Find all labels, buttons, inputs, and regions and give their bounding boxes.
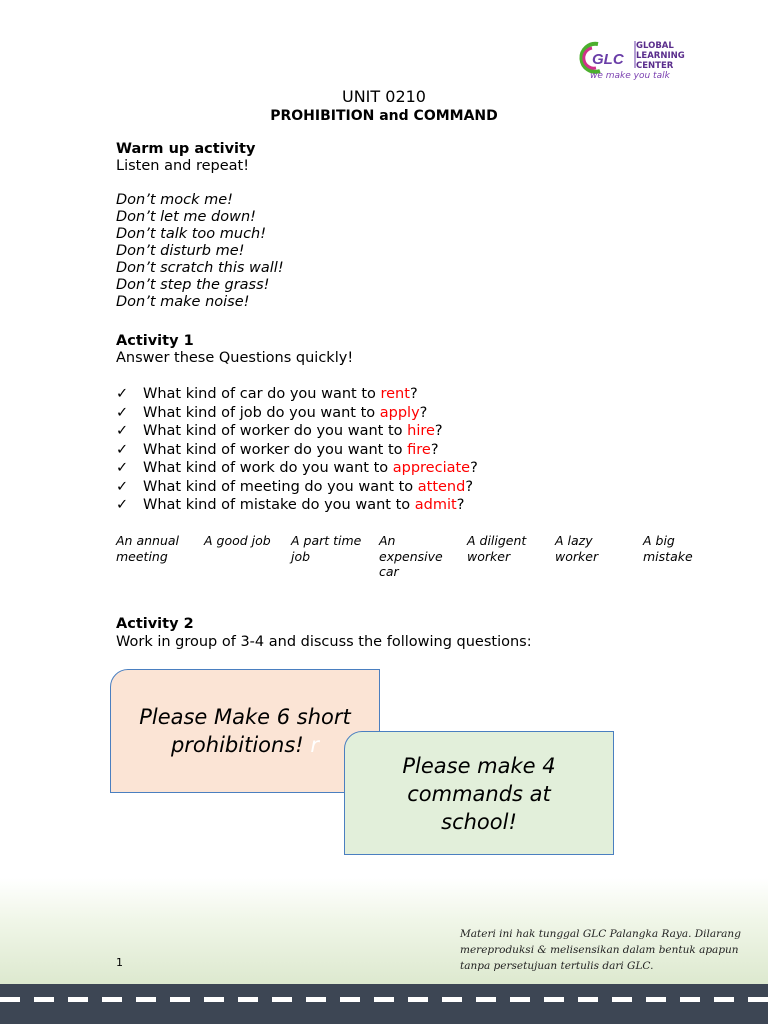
answer-line: A lazy [555,533,593,548]
question-text: What kind of worker do you want to [143,441,408,458]
answer-line: mistake [643,548,693,564]
warmup-phrase: Don’t mock me! [116,192,233,208]
question-keyword: fire [407,441,431,458]
stray-char: r [310,733,320,757]
prohibitions-task-box [110,669,380,793]
answer-option [116,533,179,564]
disclaimer-line: tanpa persetujuan tertulis dari GLC. [460,960,654,972]
question-item [116,404,478,423]
checkmark-icon: ✓ [116,404,129,421]
warmup-phrase: Don’t make noise! [116,294,250,310]
checkmark-icon: ✓ [116,478,129,495]
question-mark: ? [470,460,478,476]
question-keyword: rent [380,386,410,402]
activity1-instruction: Answer these Questions quickly! [116,350,354,366]
activity2-instruction: Work in group of 3-4 and discuss the following questions: [116,634,532,650]
box-line [111,731,379,759]
answer-line: A diligent [467,533,527,548]
question-text: What kind of work do you want to [143,460,393,476]
question-mark: ? [419,404,428,421]
disclaimer-line: mereproduksi & melisensikan dalam bentuk apapun [460,944,739,956]
question-item [116,385,478,404]
logo-line: LEARNING [636,51,685,61]
road-lane-markings [0,997,768,1002]
answer-option [643,533,693,564]
question-item [116,441,478,460]
answer-line: A part time [291,533,362,548]
logo-name [636,41,685,71]
question-keyword: hire [407,423,435,439]
page-number: 1 [116,956,123,969]
warmup-phrase: Don’t talk too much! [116,226,267,242]
box-line-text: prohibitions! [170,733,304,757]
box-line: commands at [407,782,551,806]
answer-option [291,533,361,564]
copyright-disclaimer [460,926,750,974]
warmup-phrase-list [116,192,284,311]
answer-option [467,533,526,564]
answer-line: An annual [116,533,180,548]
warmup-instruction: Listen and repeat! [116,158,250,174]
warmup-phrase: Don’t disturb me! [116,243,245,259]
checkmark-icon: ✓ [116,441,129,458]
question-mark: ? [430,441,439,458]
answer-line: meeting [116,548,168,564]
question-mark: ? [434,423,443,439]
road-graphic [0,984,768,1024]
answer-line: expensive [379,548,443,564]
question-text: What kind of worker do you want to [143,423,408,439]
unit-subtitle: PROHIBITION and COMMAND [270,108,498,124]
logo-tagline: we make you talk [590,71,670,81]
question-mark: ? [456,497,465,513]
box-line: school! [441,810,517,834]
answer-option [555,533,598,564]
question-text: What kind of job do you want to [143,404,380,421]
commands-task-box [344,731,614,855]
checkmark-icon: ✓ [116,460,129,476]
box-line: Please make 4 [402,754,556,778]
activity1-heading: Activity 1 [116,333,194,349]
question-item [116,478,478,497]
answer-option [204,533,271,549]
logo-line: CENTER [636,61,674,71]
warmup-phrase: Don’t scratch this wall! [116,260,284,276]
warmup-heading: Warm up activity [116,141,256,157]
checkmark-icon: ✓ [116,386,129,402]
question-list [116,385,478,515]
answer-line: A good job [204,533,271,548]
answer-line: car [379,564,399,579]
question-mark: ? [409,386,418,402]
answer-line: worker [555,548,599,564]
question-keyword: admit [414,497,457,513]
box-line: Please Make 6 short [139,705,351,729]
question-item [116,422,478,441]
answer-line: An [379,533,396,548]
activity2-heading: Activity 2 [116,616,194,632]
warmup-phrase: Don’t step the grass! [116,277,270,293]
question-keyword: attend [417,478,466,495]
question-mark: ? [465,478,474,495]
question-keyword: appreciate [392,460,471,476]
unit-title: UNIT 0210 [342,87,426,106]
question-keyword: apply [379,404,420,421]
answer-line: worker [467,548,511,564]
question-text: What kind of mistake do you want to [143,497,415,513]
answer-option [379,533,443,580]
logo-line: GLOBAL [636,41,674,51]
answer-line: A big [643,533,675,548]
question-item [116,496,478,515]
checkmark-icon: ✓ [116,423,129,439]
answer-line: job [291,548,311,564]
disclaimer-line: Materi ini hak tunggal GLC Palangka Raya. Dilarang [460,928,741,940]
logo-mark-text: GLC [592,51,624,68]
question-text: What kind of car do you want to [143,386,381,402]
question-text: What kind of meeting do you want to [143,478,418,495]
checkmark-icon: ✓ [116,497,129,513]
warmup-phrase: Don’t let me down! [116,209,256,225]
question-item [116,459,478,478]
